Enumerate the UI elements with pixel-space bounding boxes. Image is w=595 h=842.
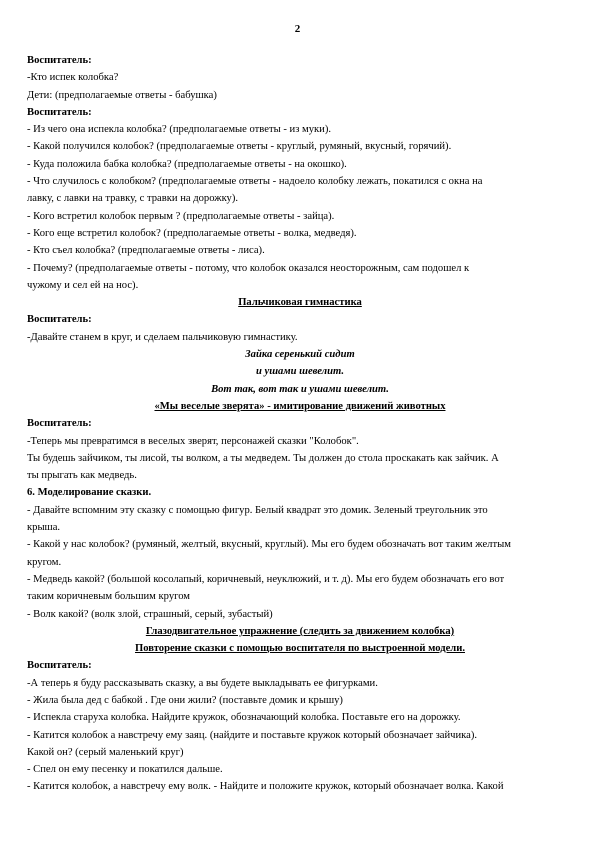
speaker-label: Воспитатель: bbox=[27, 314, 92, 326]
text-line: - Катится колобок, а навстречу ему волк. - Найдите и положите кружок, который обозначает волка. Какой bbox=[27, 781, 504, 793]
text-line: ты прыгать как медведь. bbox=[27, 470, 137, 482]
text-line: Какой он? (серый маленький круг) bbox=[27, 746, 184, 758]
text-line: крыша. bbox=[27, 522, 61, 534]
text-line: - Спел он ему песенку и покатился дальше. bbox=[27, 764, 223, 776]
text-line: - Куда положила бабка колобка? (предполагаемые ответы - на окошко). bbox=[27, 158, 347, 170]
speaker-label: Воспитатель: bbox=[27, 55, 92, 66]
section-heading: Глазодвигательное упражнение (следить за движением колобка) bbox=[145, 625, 455, 637]
text-line: Ты будешь зайчиком, ты лисой, ты волком, а ты медведем. Ты должен до стола проскакать как зайчик. А bbox=[27, 452, 499, 464]
text-line: - Кого еще встретил колобок? (предполагаемые ответы - волка, медведя). bbox=[27, 227, 357, 239]
text-line: кругом. bbox=[27, 556, 62, 568]
text-line: - Кого встретил колобок первым ? (предполагаемые ответы - зайца). bbox=[27, 210, 335, 222]
text-line: - Волк какой? (волк злой, страшный, серый, зубастый) bbox=[27, 608, 273, 620]
text-line: - Испекла старуха колобка. Найдите кружок, обозначающий колобка. Поставьте его на дорожку. bbox=[27, 712, 461, 724]
section-heading: Пальчиковая гимнастика bbox=[238, 297, 362, 309]
text-line: - Давайте вспомним эту сказку с помощью фигур. Белый квадрат это домик. Зеленый треугольник это bbox=[27, 504, 488, 516]
text-line: таким коричневым большим кругом bbox=[27, 591, 190, 603]
poem-line: Вот так, вот так и ушами шевелит. bbox=[211, 383, 389, 395]
page-number: 2 bbox=[294, 23, 301, 35]
poem-line: Зайка серенький сидит bbox=[245, 349, 355, 361]
text-line: - Какой у нас колобок? (румяный, желтый, вкусный, круглый). Мы его будем обозначать вот таким желтым bbox=[27, 539, 511, 551]
speaker-label: 6. Моделирование сказки. bbox=[27, 487, 152, 499]
text-line: - Почему? (предполагаемые ответы - потому, что колобок оказался неосторожным, сам подошел к bbox=[27, 262, 470, 274]
text-line: -Теперь мы превратимся в веселых зверят, персонажей сказки "Колобок". bbox=[27, 435, 359, 447]
text-line: - Жила была дед с бабкой . Где они жили? (поставьте домик и крышу) bbox=[27, 694, 343, 706]
section-heading: Повторение сказки с помощью воспитателя по выстроенной модели. bbox=[135, 643, 465, 655]
text-line: - Медведь какой? (большой косолапый, коричневый, неуклюжий, и т. д). Мы его будем обозначать его вот bbox=[27, 573, 505, 585]
text-line: - Что случилось с колобком? (предполагаемые ответы - надоело колобку лежать, покатился с окна на bbox=[27, 176, 483, 188]
text-line: - Катится колобок а навстречу ему заяц. (найдите и поставьте кружок который обозначает зайчика). bbox=[27, 729, 478, 741]
text-line: Дети: (предполагаемые ответы - бабушка) bbox=[27, 89, 217, 101]
text-line: чужому и сел ей на нос). bbox=[27, 279, 139, 291]
section-heading: «Мы веселые зверята» - имитирование движений животных bbox=[154, 400, 446, 412]
text-line: -Давайте станем в круг, и сделаем пальчиковую гимнастику. bbox=[27, 331, 298, 343]
text-line: -А теперь я буду рассказывать сказку, а вы будете выкладывать ее фигурками. bbox=[27, 677, 378, 689]
text-line: -Кто испек колобка? bbox=[27, 72, 119, 84]
speaker-label: Воспитатель: bbox=[27, 418, 92, 430]
text-line: - Кто съел колобка? (предполагаемые ответы - лиса). bbox=[27, 245, 265, 257]
speaker-label: Воспитатель: bbox=[27, 660, 92, 672]
text-line: - Из чего она испекла колобка? (предполагаемые ответы - из муки). bbox=[27, 124, 332, 136]
text-line: - Какой получился колобок? (предполагаемые ответы - круглый, румяный, вкусный, горячий). bbox=[27, 141, 452, 153]
document-body bbox=[27, 52, 573, 796]
text-line: лавку, с лавки на травку, с травки на дорожку). bbox=[27, 193, 239, 205]
poem-line: и ушами шевелит. bbox=[255, 366, 345, 378]
speaker-label: Воспитатель: bbox=[27, 106, 92, 118]
